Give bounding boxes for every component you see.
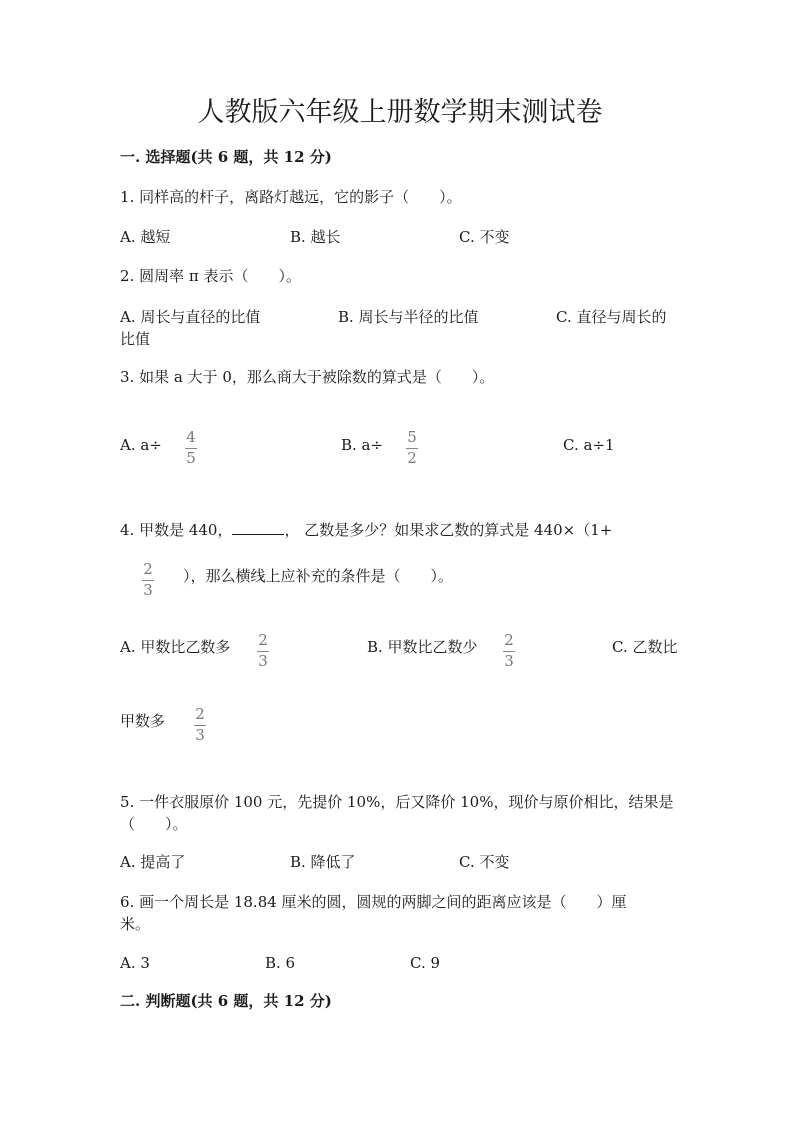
fraction-numerator: 2 [143,560,153,578]
question-4-stem-fraction [142,562,154,598]
question-5-option-a: A. 提高了 [120,853,186,871]
question-2-option-c-continued: 比值 [120,330,151,348]
answer-blank-line [232,520,284,535]
fraction-denominator: 3 [258,652,268,670]
question-4-stem-line2: ），那么横线上应补充的条件是（ ）。 [183,567,454,585]
fraction-denominator: 3 [504,652,514,670]
question-3-option-a: A. a÷ [120,436,162,454]
fraction-denominator: 3 [195,726,205,744]
question-3-stem: 3. 如果 a 大于 0，那么商大于被除数的算式是（ ）。 [120,368,495,386]
question-6-stem-line2: 米。 [120,915,151,933]
section-heading-true-false: 二. 判断题(共 6 题，共 12 分) [120,992,332,1010]
page-title: 人教版六年级上册数学期末测试卷 [197,97,603,128]
fraction-denominator: 5 [186,449,196,467]
question-5-option-c: C. 不变 [459,853,510,871]
fraction-numerator: 2 [258,631,268,649]
question-4-option-a: A. 甲数比乙数多 [120,638,231,656]
question-6-stem: 6. 画一个周长是 18.84 厘米的圆，圆规的两脚之间的距离应该是（ ）厘 [120,893,627,911]
question-5-option-b: B. 降低了 [290,853,356,871]
question-4-option-c: C. 乙数比 [612,638,678,656]
fraction-numerator: 2 [195,705,205,723]
question-2-option-b: B. 周长与半径的比值 [338,308,479,326]
question-3-option-c: C. a÷1 [563,436,615,454]
question-6-option-c: C. 9 [410,954,441,972]
question-4-stem-part2: ， 乙数是多少？如果求乙数的算式是 440×（1+ [284,521,613,539]
question-2-option-a: A. 周长与直径的比值 [120,308,261,326]
question-4-fraction-c [194,707,206,743]
question-1-option-a: A. 越短 [120,228,171,246]
question-6-option-b: B. 6 [265,954,296,972]
question-4-option-c-continued: 甲数多 [120,712,166,730]
question-1-stem: 1. 同样高的杆子，离路灯越远，它的影子（ ）。 [120,188,462,206]
fraction-denominator: 3 [143,581,153,599]
question-3-option-b: B. a÷ [341,436,384,454]
question-4-stem-line1 [120,520,612,538]
question-1-option-c: C. 不变 [459,228,510,246]
question-5-stem: 5. 一件衣服原价 100 元，先提价 10%，后又降价 10%，现价与原价相比，结果是 [120,793,674,811]
question-2-stem: 2. 圆周率 π 表示（ ）。 [120,267,301,285]
question-4-stem-part1: 4. 甲数是 440， [120,521,233,539]
question-1-option-b: B. 越长 [290,228,341,246]
fraction-numerator: 2 [504,631,514,649]
question-6-option-a: A. 3 [120,954,150,972]
question-4-fraction-a [257,633,269,669]
question-4-fraction-b [503,633,515,669]
question-2-option-c: C. 直径与周长的 [556,308,667,326]
question-5-stem-line2: （ ）。 [120,815,188,833]
question-4-option-b: B. 甲数比乙数少 [367,638,478,656]
section-heading-choice: 一. 选择题(共 6 题，共 12 分) [120,148,332,166]
fraction-numerator: 5 [407,428,417,446]
question-3-fraction-a [185,430,197,466]
fraction-numerator: 4 [186,428,196,446]
question-3-fraction-b [406,430,418,466]
fraction-denominator: 2 [407,449,417,467]
